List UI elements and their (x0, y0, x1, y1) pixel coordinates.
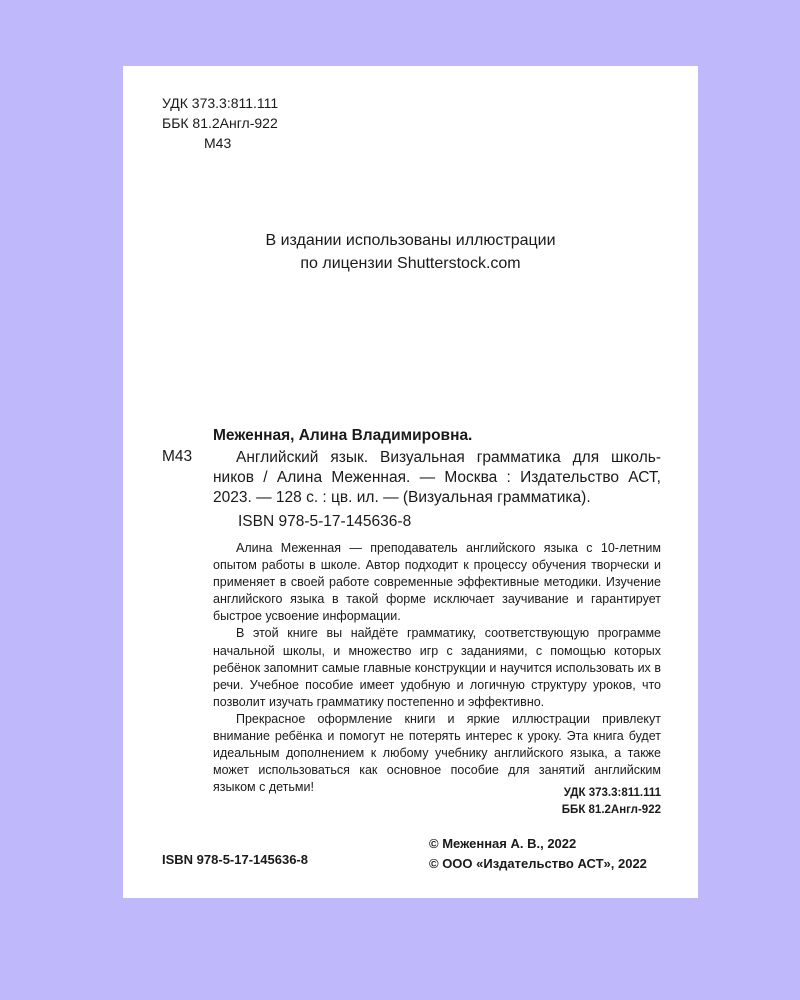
annotation-paragraph-1: Алина Меженная — преподаватель английского языка с 10-летним опытом работы в школе. Автор подходит к процессу обучения творчески и применяет в своей работе современные эффективные методики. Изучение английского языка в такой форме исключает заучивание и гарантирует быстрое усвоение информации. (213, 541, 661, 624)
copyright-author: © Меженная А. В., 2022 (429, 836, 577, 851)
license-note (123, 229, 698, 275)
bibliographic-description (213, 448, 661, 508)
imprint-page (123, 66, 698, 898)
udk-code: УДК 373.3:811.111 (162, 95, 279, 111)
license-line-1: В издании использованы иллюстрации (265, 232, 556, 249)
annotation-paragraph-3: Прекрасное оформление книги и яркие иллюстрации привлекут внимание ребёнка и помогут не потерять интерес к уроку. Эта книга будет идеальным дополнением к любому учебнику английского языка, а также может использоваться как основное пособие для занятий английским языком с детьми! (213, 711, 661, 795)
copyright-block (429, 834, 647, 874)
catalog-author-mark: М43 (162, 448, 193, 465)
annotation-paragraph-2: В этой книге вы найдёте грамматику, соответствующую программе начальной школы, и множество игр с заданиями, с помощью которых ребёнок запомнит самые главные конструкции и научится использовать их в речи. Учебное пособие имеет удобную и логичную структуру уроков, что позволит изучать грамматику постепенно и эффективно. (213, 626, 661, 709)
bbk-code-bottom: ББК 81.2Англ-922 (561, 804, 661, 816)
isbn-bottom: ISBN 978-5-17-145636-8 (162, 852, 308, 867)
annotation (213, 540, 661, 796)
copyright-publisher: © ООО «Издательство АСТ», 2022 (429, 856, 647, 871)
bib-line-3: 2023. — 128 с. : цв. ил. — (Визуальная грамматика). (213, 489, 591, 506)
license-line-2: по лицензии Shutterstock.com (300, 255, 521, 272)
catalog-author: Меженная, Алина Владимировна. (213, 427, 473, 444)
author-mark: М43 (204, 135, 232, 151)
classification-codes-bottom (551, 785, 661, 819)
bbk-code: ББК 81.2Англ-922 (162, 115, 278, 131)
classification-codes-top (162, 93, 278, 153)
udk-code-bottom: УДК 373.3:811.111 (563, 787, 661, 799)
catalog-isbn: ISBN 978-5-17-145636-8 (238, 513, 412, 530)
bib-line-2: ников / Алина Меженная. — Москва : Издательство АСТ, (213, 469, 661, 486)
bib-line-1: Английский язык. Визуальная грамматика для школь- (236, 449, 661, 466)
